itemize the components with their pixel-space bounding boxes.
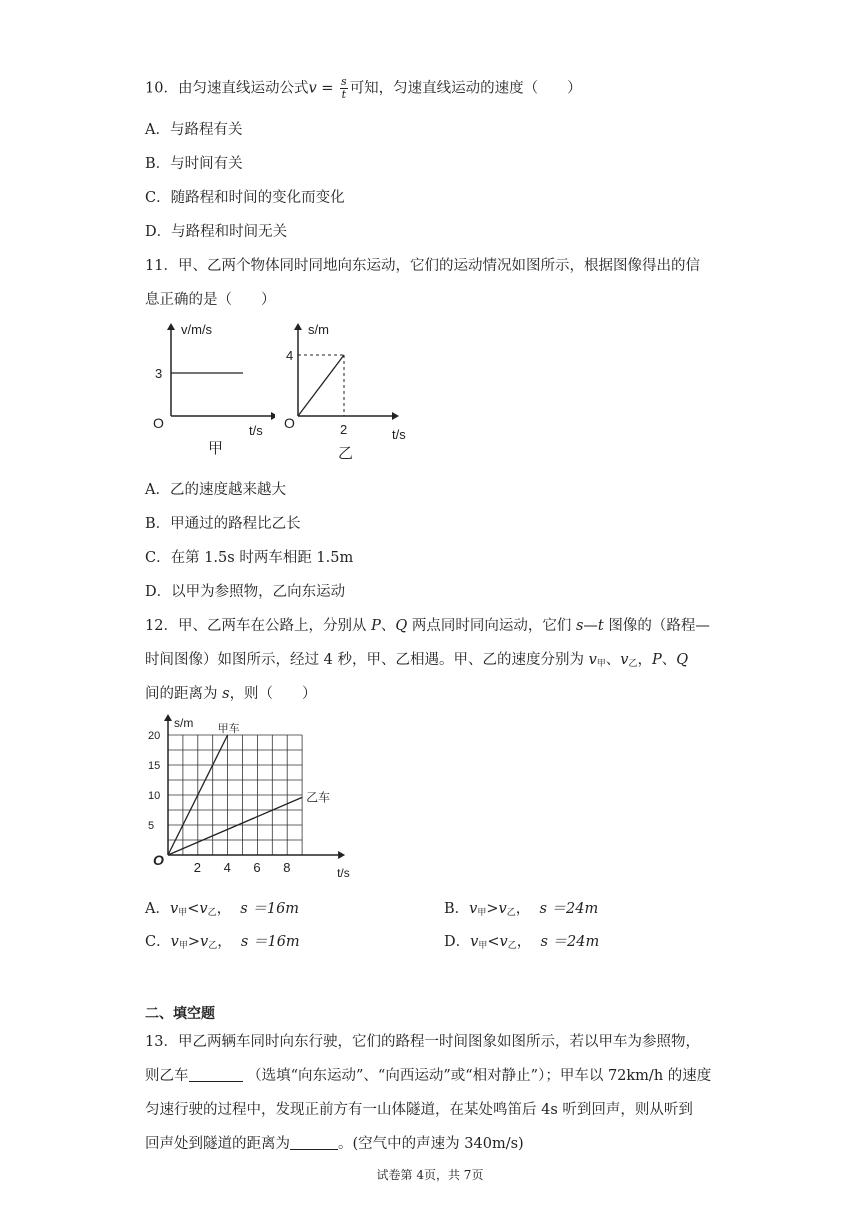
graph-jia <box>145 318 275 463</box>
graph-jia-caption: 甲 <box>208 440 224 457</box>
question-10-stem: 10．由匀速直线运动公式v = $\frac{s}{t}$ 可知，匀速直线运动的速度（ ） <box>145 75 582 101</box>
q12-option-c: C．$v_甲>v_乙$， s ＝16m <box>145 934 300 951</box>
y-tick-label: 5 <box>148 820 155 832</box>
answer-blank-2[interactable] <box>290 1135 338 1150</box>
y-axis-arrow <box>164 714 172 721</box>
question-12-stem-line3: 间的距离为 s，则（ ） <box>145 686 317 702</box>
question-13-line2: 则乙车 （选填“向东运动”、“向西运动”或“相对静止”）；甲车以 72km/h 的速度 <box>145 1068 712 1084</box>
x-tick-label: 2 <box>193 860 202 875</box>
page-footer: 试卷第 4页，共 7页 <box>376 1168 484 1182</box>
series-label-jia: 甲车 <box>217 723 240 735</box>
q10-option-d: D．与路程和时间无关 <box>145 224 288 240</box>
graph-jia-xlabel: t/s <box>249 423 263 438</box>
question-11-stem-line2: 息正确的是（ ） <box>145 292 276 308</box>
x-axis-arrow <box>338 851 345 859</box>
q12-option-a: A．$v_甲<v_乙$， s ＝16m <box>145 901 300 918</box>
question-13-line3: 匀速行驶的过程中，发现正前方有一山体隧道，在某处鸣笛后 4s 听到回声，则从听到 <box>145 1102 693 1118</box>
q10-option-a: A．与路程有关 <box>145 122 243 138</box>
formula-v: v <box>308 80 317 97</box>
q11-option-c: C．在第 1.5s 时两车相距 1.5m <box>145 550 354 566</box>
graph-yi-ylabel: s/m <box>308 322 329 337</box>
origin-label: O <box>153 852 164 868</box>
y-tick-label: 15 <box>148 760 161 772</box>
question-12-stem-line1: 12．甲、乙两车在公路上，分别从 P、Q 两点同时同向运动，它们 s—t 图像的（路程— <box>145 618 710 634</box>
graph-yi-xlabel: t/s <box>392 427 406 442</box>
section-title-fill-in: 二、填空题 <box>145 1006 215 1022</box>
x-tick-label: 4 <box>223 860 231 875</box>
x-tick-label: 8 <box>283 860 291 875</box>
st-graph-chart <box>140 712 365 877</box>
y-tick-label: 20 <box>148 730 161 742</box>
series-line-yi <box>168 797 302 855</box>
formula-fraction: $\frac{s}{t}$ <box>341 75 347 101</box>
q11-option-a: A．乙的速度越来越大 <box>145 482 286 498</box>
y-axis-label: s/m <box>174 716 194 730</box>
q12-option-d: D．$v_甲<v_乙$， s ＝24m <box>444 934 600 951</box>
x-tick-label: 6 <box>253 860 261 875</box>
graph-jia-ytick: 3 <box>155 366 163 381</box>
q10-option-c: C．随路程和时间的变化而变化 <box>145 190 345 206</box>
q11-option-d: D．以甲为参照物，乙向东运动 <box>145 584 346 600</box>
question-11-stem-line1: 11．甲、乙两个物体同时同地向东运动，它们的运动情况如图所示，根据图像得出的信 <box>145 258 700 274</box>
graph-yi-caption: 乙 <box>338 445 354 462</box>
graph-yi <box>280 318 415 463</box>
q11-option-b: B．甲通过的路程比乙长 <box>145 516 301 532</box>
y-tick-label: 10 <box>148 790 161 802</box>
answer-blank-1[interactable] <box>189 1067 243 1082</box>
question-13-line1: 13．甲乙两辆车同时向东行驶，它们的路程一时间图象如图所示，若以甲车为参照物， <box>145 1034 700 1050</box>
graph-yi-origin: O <box>284 415 295 431</box>
q10-option-b: B．与时间有关 <box>145 156 243 172</box>
graph-jia-origin: O <box>153 415 164 431</box>
question-13-line4: 回声处到隧道的距离为 。(空气中的声速为 340m/s) <box>145 1136 524 1152</box>
x-axis-label: t/s <box>337 866 350 877</box>
question-12-stem-line2: 时间图像）如图所示，经过 4 秒，甲、乙相遇。甲、乙的速度分别为 $v_甲$、$v_乙$，P、Q <box>145 652 689 669</box>
graph-yi-ytick: 4 <box>286 348 294 363</box>
series-label-yi: 乙车 <box>306 790 331 805</box>
graph-yi-xtick: 2 <box>340 422 348 437</box>
graph-jia-ylabel: v/m/s <box>181 322 213 337</box>
q12-option-b: B．$v_甲>v_乙$， s ＝24m <box>444 901 599 918</box>
